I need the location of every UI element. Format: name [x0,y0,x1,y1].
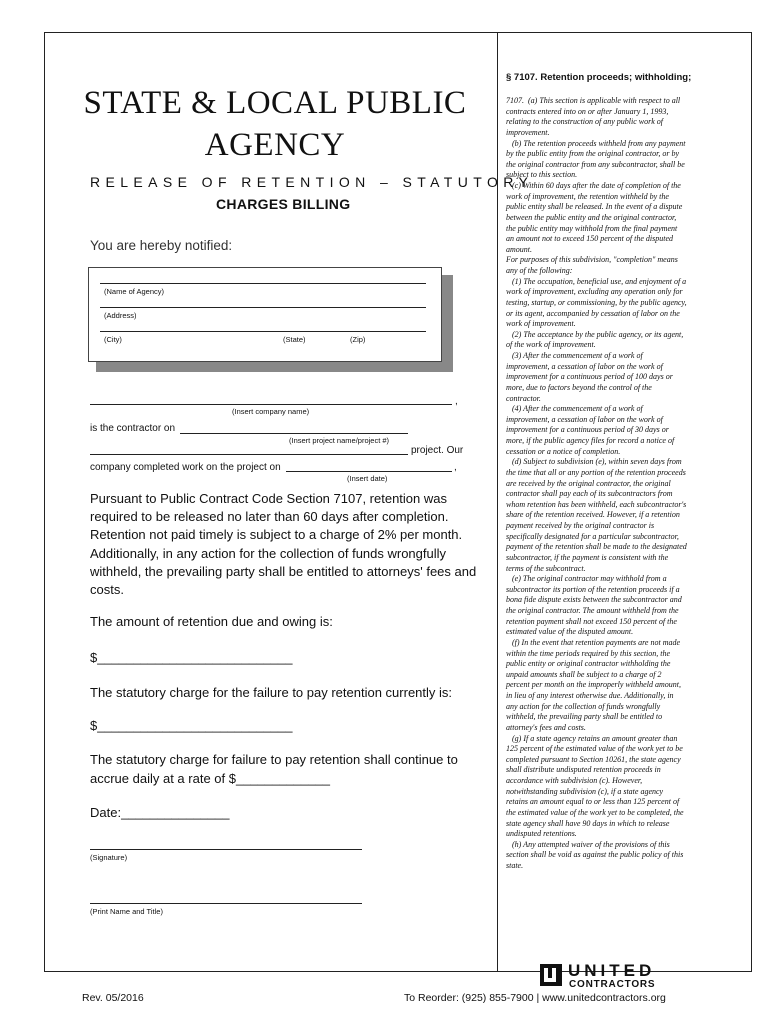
notified-text: You are hereby notified: [90,238,233,253]
para-line: Pursuant to Public Contract Code Section 7107, retention was [90,491,447,506]
logo-word-contractors: CONTRACTORS [569,979,656,990]
statute-line: (1) The occupation, beneficial use, and enjoyment of a [506,276,687,286]
statutory-charge-text: The statutory charge for the failure to pay retention currently is: [90,685,453,700]
title-line-1: STATE & LOCAL PUBLIC [83,85,467,121]
statute-line: (c) Within 60 days after the date of completion of the [506,181,681,190]
form-title [60,82,490,166]
statute-line: contractor shall pay each of its subcontractors from [506,489,673,499]
statute-line: improvement. [506,127,550,137]
statute-line: payment of the retention shall be made to the designated [506,542,687,552]
statute-line: by the public entity from the original contractor, or by [506,149,680,159]
statute-line: an amount not to exceed 150 percent of the disputed [506,234,673,244]
completion-date-line[interactable] [286,471,452,472]
statute-line: improvement for a continuous period of 30 days or [506,425,669,435]
statute-line: are received by the original contractor, the original [506,478,671,488]
statute-line: the time that all or any portion of the retention proceeds [506,467,686,477]
united-contractors-logo [538,960,688,990]
statute-line: contractor. [506,393,541,403]
statute-line: work of improvement. [506,319,576,329]
statute-line: payment received by the original contractor is [506,521,655,530]
zip-label: (Zip) [350,335,366,344]
state-label: (State) [283,335,306,344]
statute-line: amount. [506,244,532,254]
statute-line: (h) Any attempted waiver of the provisions of this [506,839,670,849]
statute-line: improvement, a cessation of labor on the work of [506,414,663,424]
retention-paragraph [90,490,490,599]
para-line: Additionally, in any action for the collection of funds wrongfully [90,545,447,561]
company-name-line[interactable] [90,404,452,405]
revision-date: Rev. 05/2016 [82,992,144,1004]
column-divider [497,32,498,972]
statute-line: accordance with subdivision (c). However, [506,776,643,785]
completion-date-label: (Insert date) [347,474,388,483]
statute-line: shall distribute undisputed retention proceeds in [506,765,661,775]
address-line[interactable] [100,307,426,308]
statute-line: withheld, the prevailing party shall be entitled to [506,712,663,722]
statute-line: the public entity may withhold from the final payment [506,223,678,233]
address-label: (Address) [104,311,137,320]
statute-line: subcontractor its portion of the retention proceeds if a [506,584,680,594]
statute-line: attorney's fees and costs. [506,722,586,732]
statute-line: between the public entity and the original contractor, [506,212,677,222]
statute-line: (3) After the commencement of a work of [506,351,643,360]
statute-line: (b) The retention proceeds withheld from any payment [506,138,686,148]
statute-line: improvement, a cessation of labor on the work of [506,361,663,371]
statute-line: unpaid amounts shall be subject to a charge of 2 [506,669,662,679]
statute-line: percent per month on the improperly withheld amount, [506,680,681,690]
statute-line: subject to this section. [506,170,578,180]
statute-line: 125 percent of the estimated value of the work yet to be [506,744,683,754]
statute-heading: § 7107. Retention proceeds; withholding; [506,72,692,83]
statute-line: (d) Subject to subdivision (e), within seven days from [506,457,682,467]
comma: , [455,396,458,407]
continue-accrue-text-1: The statutory charge for failure to pay retention shall continue to [90,752,458,767]
project-name-line-1[interactable] [180,433,408,434]
title-line-2: AGENCY [204,127,346,163]
statute-line: more, due to factors beyond the control of the [506,382,652,392]
signature-label: (Signature) [90,853,128,862]
statute-line: (e) The original contractor may withhold from a [506,574,667,584]
statute-line: notwithstanding subdivision (c), if a state agency [506,786,664,796]
statute-line: state. [506,861,524,870]
statute-line: completed pursuant to Section 10261, the state agency [506,754,681,764]
para-line: withheld, the prevailing party shall be entitled to attorneys' fees and [90,563,477,579]
address-box [88,267,442,362]
statute-line: work of improvement, excluding any operation only for [506,287,683,297]
statute-line: within the time periods required by this section, the [506,648,671,658]
statute-line: (g) If a state agency retains an amount greater than [506,733,678,743]
statute-line: undisputed retentions. [506,829,577,839]
statute-line: estimated value of the disputed amount. [506,627,634,637]
statute-line: contracts entered into on or after January 1, 1993, [506,106,669,116]
contractor-on-text: is the contractor on [90,423,176,434]
subtitle-charges: CHARGES BILLING [216,196,351,212]
statute-line: For purposes of this subdivision, "completion" means [506,255,678,265]
statute-line: more, if the public agency files for record a notice of [506,436,675,445]
statute-line: or its agent, accompanied by cessation of labor on the [506,308,680,318]
statute-line: improvement for a continuous period of 100 days or [506,372,673,382]
statute-line: the original contractor. The amount withheld from the [506,606,679,615]
signature-line[interactable] [90,849,362,850]
para-line: costs. [90,582,124,598]
statute-text [506,96,744,872]
print-name-label: (Print Name and Title) [90,907,163,916]
logo-word-united: UNITED [568,961,656,980]
project-name-line-2[interactable] [90,454,408,455]
statute-line: subcontractor, if the payment is consistent with the [506,552,669,562]
statute-line: (f) In the event that retention payments are not made [506,637,681,647]
statute-line: of the work of improvement. [506,340,596,350]
statute-line: any action for the collection of funds wrongfully [506,701,661,711]
statute-line: any of the following: [506,266,573,275]
para-line: required to be released no later than 60 days after completion. [90,509,449,525]
statute-line: in lieu of any interest otherwise due. Additionally, in [506,691,674,700]
statute-line: share of the retention received. However, if a retention [506,510,680,520]
statute-line: retention payment shall not exceed 150 percent of the [506,616,677,626]
statute-line: state agency shall have 90 days in which to release [506,818,670,828]
amount-due-text: The amount of retention due and owing is: [90,614,333,629]
statute-line: cessation or a notice of completion. [506,446,621,456]
city-state-zip-line[interactable] [100,331,426,332]
statute-line: whom retention has been withheld, each subcontractor's [506,499,687,509]
statutory-charge-field[interactable]: $___________________________ [90,718,293,733]
date-field[interactable]: Date:_______________ [90,805,230,820]
statute-line: (4) After the commencement of a work of [506,404,643,414]
statute-line: testing, startup, or commissioning, by the public agency, [506,297,687,307]
company-name-label: (Insert company name) [232,407,310,416]
city-label: (City) [104,335,122,344]
statute-line: relating to the construction of any public work of [506,117,664,127]
project-name-label: (Insert project name/project #) [289,436,390,445]
statute-line: retains an amount equal to or less than 125 percent of [506,797,680,807]
reorder-info: To Reorder: (925) 855-7900 | www.unitedcontractors.org [404,992,666,1004]
para-line: Retention not paid timely is subject to a charge of 2% per month. [90,527,463,543]
statute-line: specifically designated for a particular subcontractor, [506,531,679,541]
print-name-line[interactable] [90,903,362,904]
statute-line: bona fide dispute exists between the subcontractor and [506,595,682,605]
statute-line: 7107. (a) This section is applicable with respect to all [506,96,681,105]
statute-line: work of improvement, the retention withheld by the [506,191,669,201]
statute-line: the estimated value of the work yet to be completed, the [506,807,684,817]
statute-line: section shall be void as against the public policy of this [506,850,684,860]
agency-name-label: (Name of Agency) [104,287,165,296]
statute-line: the original contractor from any subcontractor, shall be [506,159,685,169]
subtitle-release: RELEASE OF RETENTION – STATUTORY [90,174,534,190]
amount-due-field[interactable]: $___________________________ [90,650,293,665]
completed-work-text: company completed work on the project on [90,462,281,473]
daily-rate-field[interactable]: accrue daily at a rate of $_____________ [90,771,330,786]
statute-line: (2) The acceptance by the public agency, or its agent, [506,329,684,339]
statute-line: public entity shall be released. In the event of a dispute [506,202,683,212]
statute-line: public entity or original contractor withholding the [506,659,671,669]
statute-line: terms of the subcontract. [506,563,586,573]
comma: , [454,462,457,473]
project-our-text: project. Our [411,445,464,456]
agency-name-line[interactable] [100,283,426,284]
